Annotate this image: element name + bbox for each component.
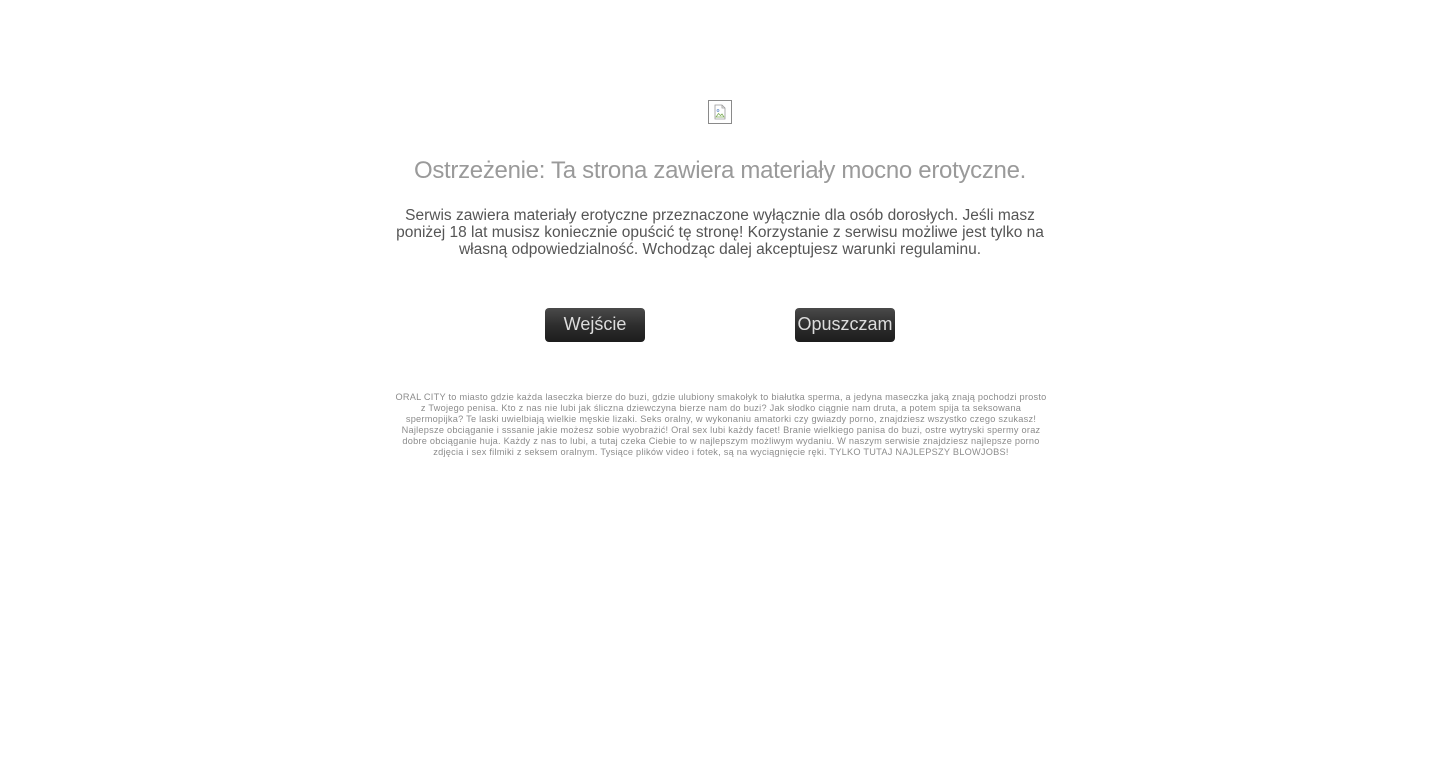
leave-button[interactable]: Opuszczam (795, 308, 895, 342)
broken-image-icon (708, 100, 732, 124)
enter-button[interactable]: Wejście (545, 308, 645, 342)
warning-title: Ostrzeżenie: Ta strona zawiera materiały mocno erotyczne. (413, 157, 1027, 184)
warning-text: Serwis zawiera materiały erotyczne przeznaczone wyłącznie dla osób dorosłych. Jeśli masz poniżej 18 lat musisz koniecznie opuścić tę stronę! Korzystanie z serwisu możliwe jest tylko na własną odpowiedzialność. Wchodząc dalej akceptujesz warunki regulaminu. (396, 207, 1044, 258)
footer-description: ORAL CITY to miasto gdzie każda laseczka bierze do buzi, gdzie ulubiony smakołyk to białutka sperma, a jedyna maseczka jaką znają pochodzi prosto z Twojego penisa. Kto z nas nie lubi jak śliczna dziewczyna bierze nam do buzi? Jak słodko ciągnie nam druta, a potem spija ta seksowana spermopijka? Te laski uwielbiają wielkie męskie lizaki. Seks oralny, w wykonaniu amatorki czy gwiazdy porno, znajdziesz wszystko czego szukasz! Najlepsze obciąganie i sssanie jakie możesz sobie wyobrażić! Oral sex lubi każdy facet! Branie wielkiego panisa do buzi, ostre wytryski spermy oraz dobre obciąganie huja. Każdy z nas to lubi, a tutaj czeka Ciebie to w najlepszym możliwym wydaniu. W naszym serwisie znajdziesz najlepsze porno zdjęcia i sex filmiki z seksem oralnym. Tysiące plików video i fotek, są na wyciągnięcie ręki. TYLKO TUTAJ NAJLEPSZY BLOWJOBS! (395, 392, 1047, 457)
